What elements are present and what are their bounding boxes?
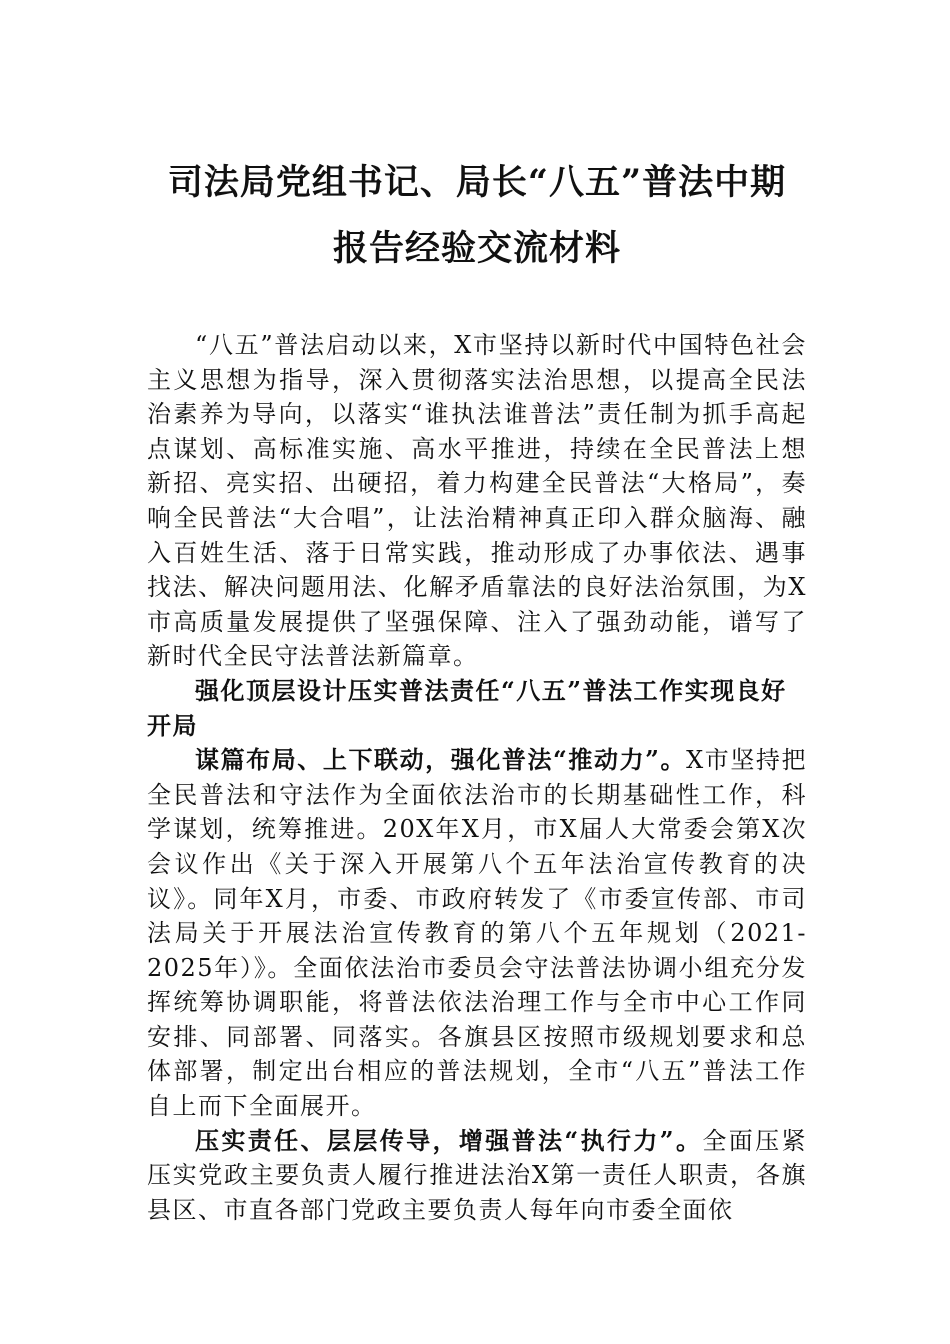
paragraph-2 xyxy=(147,1124,807,1228)
paragraph-1-body: X市坚持把全民普法和守法作为全面依法治市的长期基础性工作，科学谋划，统筹推进。20X年X月，市X届人大常委会第X次会议作出《关于深入开展第八个五年法治宣传教育的决议》。同年X月，市委、市政府转发了《市委宣传部、市司法局关于开展法治宣传教育的第八个五年规划（2021-2025年）》。全面依法治市委员会守法普法协调小组充分发挥统筹协调职能，将普法依法治理工作与全市中心工作同安排、同部署、同落实。各旗县区按照市级规划要求和总体部署，制定出台相应的普法规划，全市“八五”普法工作自上而下全面展开。 xyxy=(147,746,807,1121)
section-heading: 强化顶层设计压实普法责任“八五”普法工作实现良好开局 xyxy=(147,675,787,740)
paragraph-1 xyxy=(147,743,807,1124)
paragraph-2-body: 全面压紧压实党政主要负责人履行推进法治X第一责任人职责，各旗县区、市直各部门党政主要负责人每年向市委全面依 xyxy=(147,1126,808,1224)
paragraph-2-lead: 压实责任、层层传导，增强普法“执行力”。 xyxy=(195,1125,703,1155)
intro-paragraph: “八五”普法启动以来，X市坚持以新时代中国特色社会主义思想为指导，深入贯彻落实法治思想，以提高全民法治素养为导向，以落实“谁执法谁普法”责任制为抓手高起点谋划、高标准实施、高水平推进，持续在全民普法上想新招、亮实招、出硬招，着力构建全民普法“大格局”，奏响全民普法“大合唱”，让法治精神真正印入群众脑海、融入百姓生活、落于日常实践，推动形成了办事依法、遇事找法、解决问题用法、化解矛盾靠法的良好法治氛围，为X市高质量发展提供了坚强保障、注入了强劲动能，谱写了新时代全民守法普法新篇章。 xyxy=(147,331,807,671)
document-page xyxy=(147,150,807,1227)
document-title xyxy=(147,150,807,282)
title-line-2: 报告经验交流材料 xyxy=(332,228,621,269)
title-line-1: 司法局党组书记、局长“八五”普法中期 xyxy=(167,162,787,203)
paragraph-1-lead: 谋篇布局、上下联动，强化普法“推动力”。 xyxy=(195,745,687,775)
